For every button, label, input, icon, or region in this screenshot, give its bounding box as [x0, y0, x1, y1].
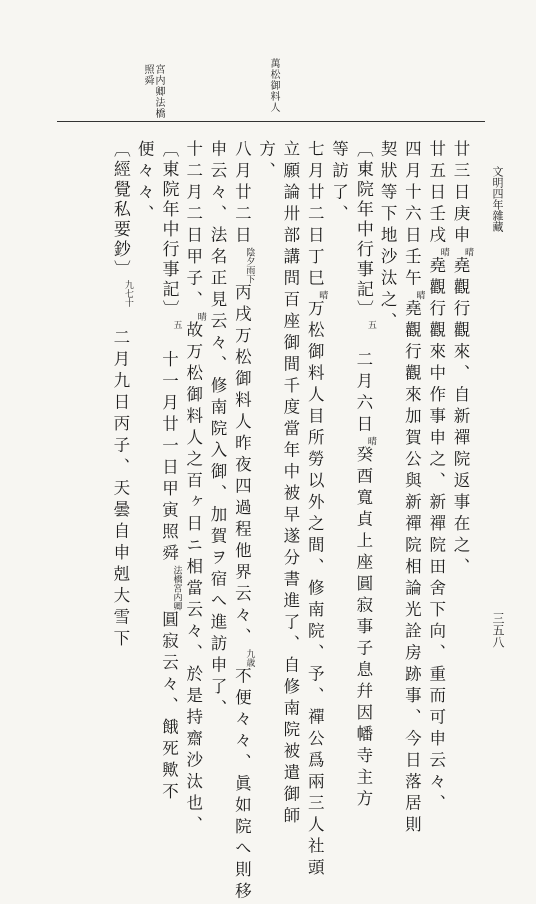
text-run: 不便々々、眞如院へ則移 — [232, 667, 252, 904]
text-run: 方、 — [256, 140, 276, 183]
text-column — [156, 140, 182, 804]
inline-note: 晴 — [463, 247, 473, 257]
text-column — [375, 140, 399, 620]
inline-note: 五 — [365, 320, 376, 329]
head-note: 萬松御料人 — [268, 58, 279, 113]
text-run: 八月廿二日 — [232, 140, 252, 248]
text-run: 万松御料人目所勞以外之間、修南院、予、禪公爲兩三人社頭 — [305, 299, 325, 880]
text-run: 四月十六日壬午 — [402, 140, 422, 291]
text-run: 故万松御料人之百ヶ日ニ相當云々、於是持齋沙汰也、 — [183, 321, 203, 837]
text-column — [278, 140, 302, 828]
source-citation: 〔經覺私要鈔〕 — [109, 140, 130, 280]
inline-note: 五 — [171, 320, 182, 329]
text-run: 等訪了、 — [329, 140, 349, 226]
source-citation: 〔東院年中行事記〕 — [352, 140, 373, 320]
inline-note: 晴 — [414, 290, 425, 300]
inline-note: 晴 — [195, 312, 206, 321]
inline-note: 法橋宮内卿 — [171, 565, 182, 611]
page-number: 三五八 — [491, 612, 505, 648]
text-run: 圓寂云々、餓死歟不 — [159, 610, 179, 804]
main-text — [52, 140, 473, 904]
text-run: 便々々、 — [135, 140, 155, 226]
text-column — [132, 140, 156, 620]
text-column — [180, 140, 206, 837]
source-citation: 〔東院年中行事記〕 — [158, 140, 179, 320]
inline-note: 晴 — [365, 436, 376, 446]
text-column — [253, 140, 277, 620]
text-column — [229, 140, 255, 904]
text-run: 癸酉寬貞上座圓寂事子息幷因幡寺主方 — [353, 445, 373, 811]
running-title: 文明四年雜藏 — [491, 166, 504, 232]
text-run: 丙戌万松御料人昨夜四過程他界云々、 — [232, 283, 252, 649]
text-run: 二月九日丙子、天曇自申剋大雪下 — [110, 307, 130, 651]
text-run: 廿五日壬戌 — [426, 140, 446, 248]
inline-note: 陰夕雨下 — [244, 247, 255, 284]
text-run: 二月六日 — [353, 329, 373, 437]
text-run: 堯觀行觀來中作事申之、新禪院田舍下向、重而可申云々、 — [426, 256, 446, 816]
text-run: 十一月廿一日甲寅照舜 — [159, 329, 179, 566]
inline-note: 晴 — [317, 290, 328, 300]
text-run: 申云々、法名正見云々、修南院入御、加賀ヲ宿へ進訪申了、 — [208, 140, 228, 721]
inline-note: 晴 — [438, 247, 449, 257]
head-note: 宮内卿法橋照舜 — [142, 64, 164, 119]
inline-note: 九歳 — [244, 649, 255, 667]
text-column — [302, 140, 328, 880]
inline-note: 九七十 — [122, 280, 133, 307]
text-column — [205, 140, 229, 721]
header-rule — [57, 121, 485, 122]
text-column — [351, 140, 376, 811]
text-column — [399, 140, 425, 837]
text-run: 堯觀行觀來加賀公與新禪院相論光詮房跡事、今日落居則 — [402, 299, 422, 837]
head-notes — [110, 50, 330, 120]
text-run: 七月廿二日丁巳 — [305, 140, 325, 291]
text-column — [108, 140, 133, 651]
text-run: 十二月二日甲子、 — [183, 140, 203, 312]
text-column — [326, 140, 350, 620]
text-run: 立願論卅部講問百座御間千度當年中被早遂分書進了、自修南院被遣御師 — [280, 140, 300, 828]
text-run: 廿三日庚申 — [451, 140, 470, 248]
text-run: 堯觀行觀來、自新禪院返事在之、 — [451, 256, 470, 579]
text-column — [423, 140, 449, 816]
text-run: 契狀等下地沙汰之、 — [378, 140, 398, 334]
text-column — [448, 140, 472, 620]
